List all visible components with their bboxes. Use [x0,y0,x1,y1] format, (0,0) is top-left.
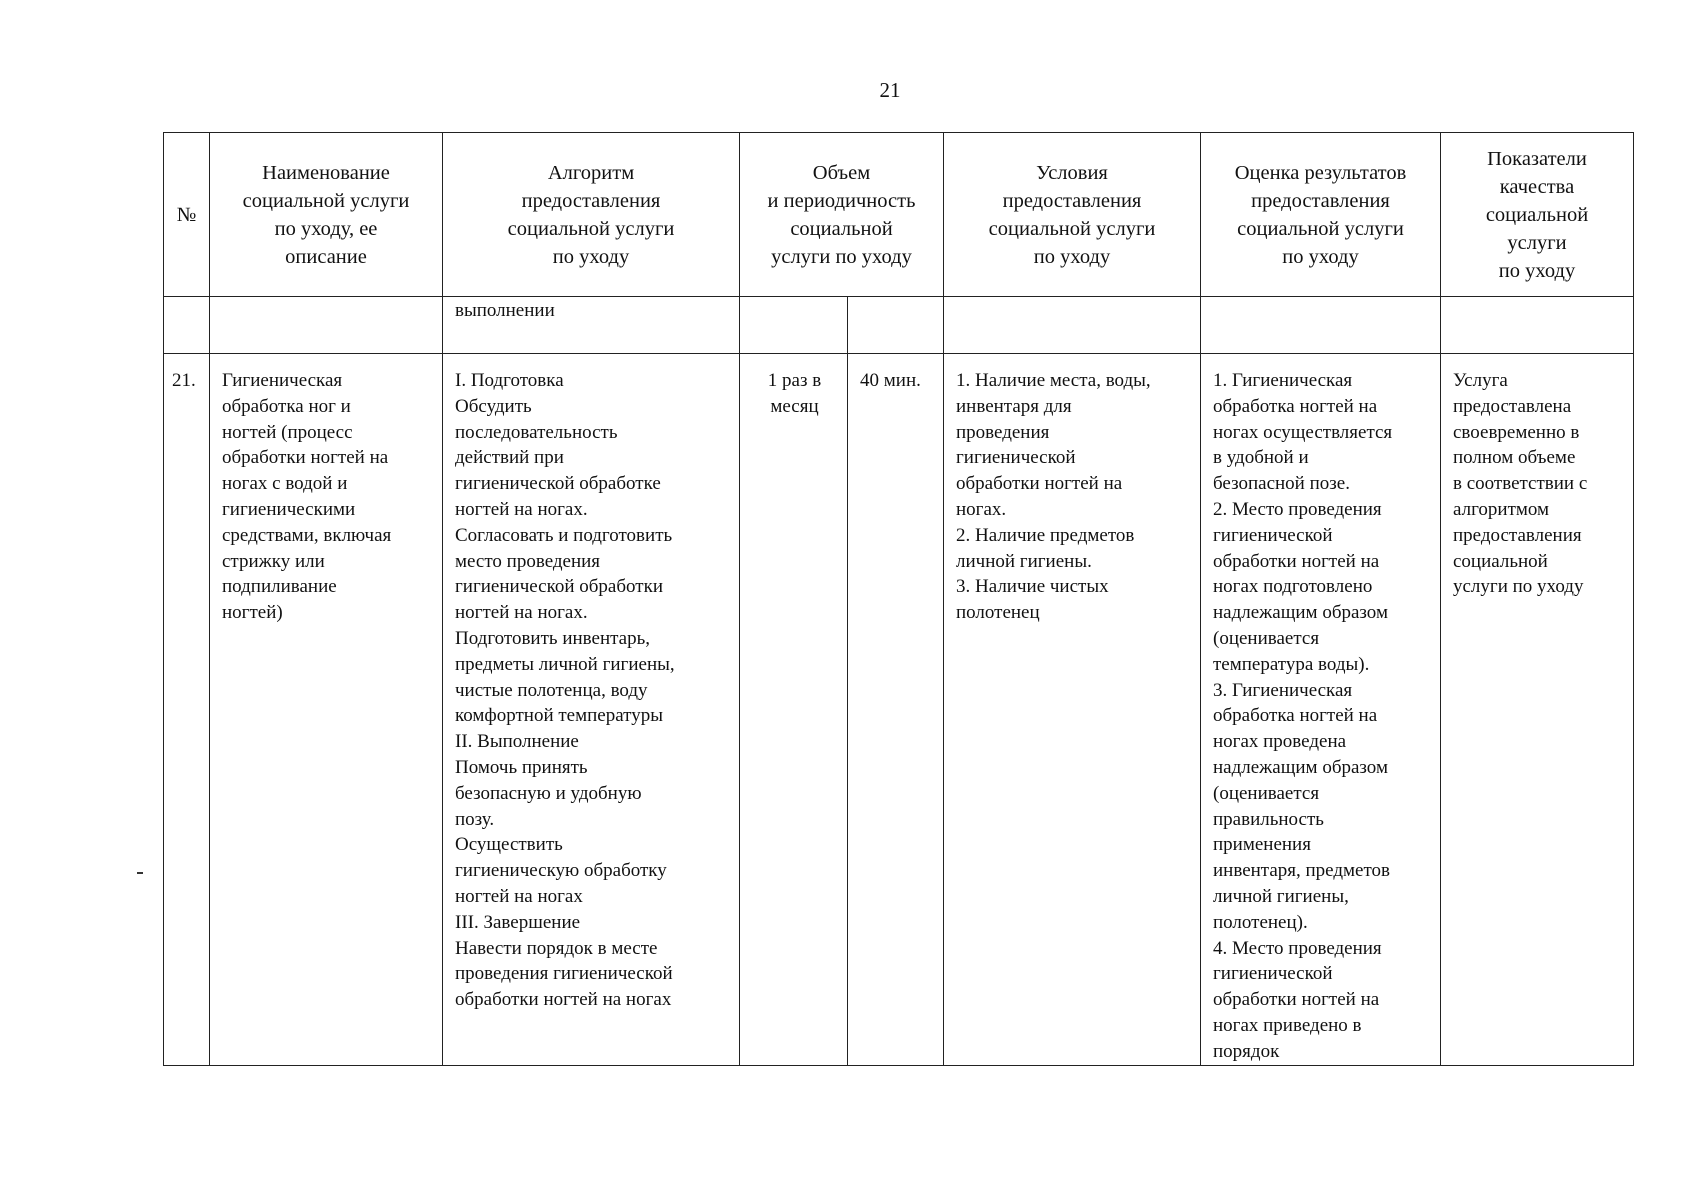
table-cell [443,297,740,354]
header-number: № [164,133,210,297]
table-cell [1201,297,1441,354]
header-conditions: Условия предоставления социальной услуги по уходу [944,133,1201,297]
table-row [164,354,1634,1066]
row-number: 21. [172,370,196,391]
header-evaluation: Оценка результатов предоставления социальной услуги по уходу [1201,133,1441,297]
table-cell [944,297,1201,354]
header-service-name: Наименование социальной услуги по уходу, ее описание [210,133,443,297]
table-cell [210,297,443,354]
table-cell [740,297,848,354]
frequency-cell [740,354,848,1066]
table-cell [1441,297,1634,354]
service-name-cell [210,354,443,1066]
continuation-text: выполнении [455,300,555,321]
table-cell [164,297,210,354]
duration-cell [848,354,944,1066]
continuation-row [164,297,1634,354]
header-volume-frequency: Объем и периодичность социальной услуги по уходу [740,133,944,297]
table-header-row [164,133,1634,297]
evaluation-cell [1201,354,1441,1066]
duration-text: 40 мин. [860,370,921,391]
header-quality: Показатели качества социальной услуги по уходу [1441,133,1634,297]
algorithm-cell [443,354,740,1066]
conditions-cell [944,354,1201,1066]
header-algorithm: Алгоритм предоставления социальной услуги по уходу [443,133,740,297]
services-table [163,132,1634,1066]
row-number-cell [164,354,210,1066]
page-number: 21 [879,78,901,102]
frequency-text: 1 раз в месяц [767,370,822,417]
service-name: Гигиеническая обработка ног и ногтей (процесс обработки ногтей на ногах с водой и гигиеническими средствами, включая стрижку или подпиливание ногтей) [222,370,392,624]
evaluation-text: 1. Гигиеническая обработка ногтей на ногах осуществляется в удобной и безопасной позе. 2. Место проведения гигиенической обработки ногтей на ногах подготовлено надлежащим образом (оценивается температура воды). 3. Гигиеническая обработка ногтей на ногах проведена надлежащим образом (оценивается правильность применения инвентаря, предметов личной гигиены, полотенец). 4. Место проведения гигиенической обработки ногтей на ногах приведено в порядок [1213,370,1393,1062]
margin-mark [137,872,143,874]
quality-text: Услуга предоставлена своевременно в полном объеме в соответствии с алгоритмом предоставления социальной услуги по уходу [1453,370,1588,598]
conditions-text: 1. Наличие места, воды, инвентаря для проведения гигиенической обработки ногтей на ногах. 2. Наличие предметов личной гигиены. 3. Наличие чистых полотенец [956,370,1151,624]
quality-cell [1441,354,1634,1066]
table-cell [848,297,944,354]
algorithm-text: I. Подготовка Обсудить последовательность действий при гигиенической обработке ногтей на ногах. Согласовать и подготовить место проведения гигиенической обработки ногтей на ногах. Подготовить инвентарь, предметы личной гигиены, чистые полотенца, воду комфортной температуры II. Выполнение Помочь принять безопасную и удобную позу. Осуществить гигиеническую обработку ногтей на ногах III. Завершение Навести порядок в месте проведения гигиенической обработки ногтей на ногах [455,370,675,1011]
